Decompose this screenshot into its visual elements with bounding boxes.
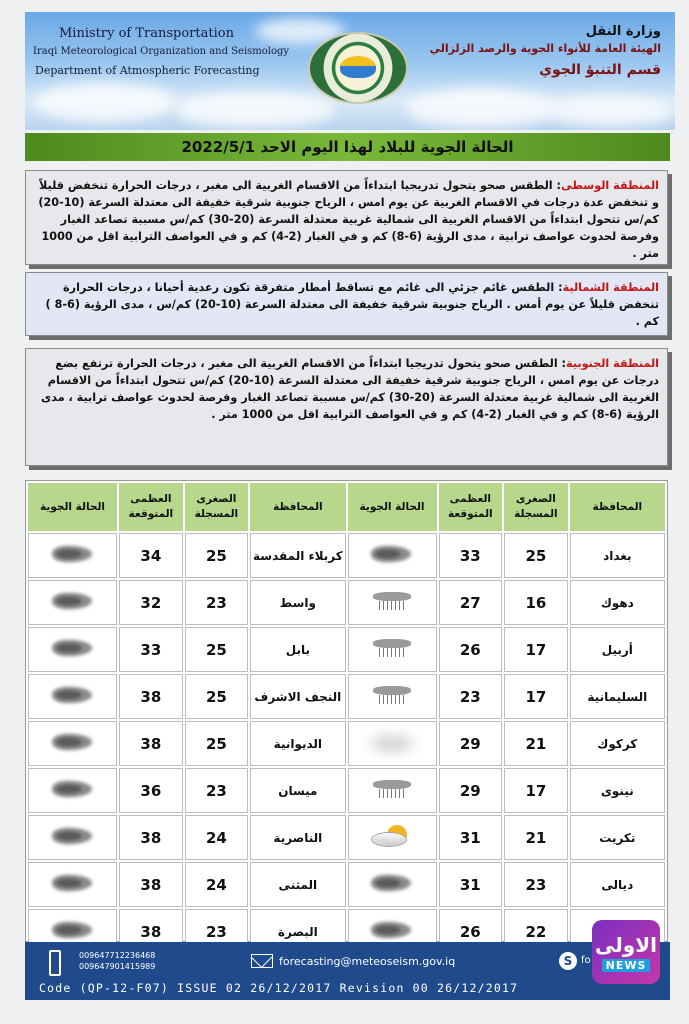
province-name: تكريت <box>570 815 665 860</box>
province-name: دهوك <box>570 580 665 625</box>
table-row <box>28 674 665 719</box>
table-row <box>28 580 665 625</box>
province-name: الناصرية <box>250 815 345 860</box>
region-text: : الطقس صحو يتحول تدريجيا ابتداءاً من الاقسام الغربية الى مغبر ، درجات الحرارة ترتفع بضع درجات عن يوم امس ، الرياح جنوبية شرقية خفيفة الى معتدلة السرعة (10-20) كم/س تتحول ابتداءاً من الاقسام الغربية الى شمالية غربية معتدلة السرعة (20-30) كم/س مسببة تصاعد الغبار وفرصة لحدوث عواصف ترابية ، مدى الرؤية (6-8) كم و في الغبار (2-4) كم و في العواصف الترابية اقل من 1000 متر . <box>41 357 659 421</box>
province-name: المثنى <box>250 862 345 907</box>
min-temp: 23 <box>185 768 249 813</box>
document-code: Code (QP-12-F07) ISSUE 02 26/12/2017 Revision 00 26/12/2017 <box>39 981 519 995</box>
cloud-icon <box>369 731 415 753</box>
province-name: بغداد <box>570 533 665 578</box>
max-temp: 38 <box>119 674 183 719</box>
min-temp: 24 <box>185 815 249 860</box>
organization-logo <box>310 34 406 102</box>
min-temp: 21 <box>504 721 568 766</box>
region-name: المنطقة الجنوبية <box>566 357 659 370</box>
header-max: العظمى المتوقعة <box>439 483 503 531</box>
table-row <box>28 627 665 672</box>
region-text: : الطقس صحو يتحول تدريجيا ابتداءاً من الاقسام الغربية الى مغبر ، درجات الحرارة تنخفض قليلاً و تنخفض عدة درجات في الاقسام الغربية عن يوم امس ، الرياح جنوبية شرقية خفيفة الى معتدلة السرعة (10-20) كم/س تتحول ابتداءاً من الاقسام الغربية الى شمالية غربية معتدلة السرعة (20-30) كم/س مسببة تصاعد الغبار وفرصة لحدوث عواصف ترابية ، مدى الرؤية (6-8) كم و في الغبار (2-4) كم و في العواصف الترابية اقل من 1000 متر . <box>38 179 659 260</box>
max-temp: 26 <box>439 627 503 672</box>
dust-icon <box>50 590 96 612</box>
region-name: المنطقة الشمالية <box>562 281 659 294</box>
province-name: بابل <box>250 627 345 672</box>
footer-bar <box>25 942 670 1000</box>
header-weather: الحالة الجوية <box>348 483 437 531</box>
skype-icon: S <box>559 952 577 970</box>
news-watermark-logo <box>592 920 660 984</box>
dust-icon <box>369 919 415 941</box>
max-temp: 34 <box>119 533 183 578</box>
max-temp: 33 <box>119 627 183 672</box>
min-temp: 25 <box>185 533 249 578</box>
min-temp: 24 <box>185 862 249 907</box>
min-temp: 25 <box>185 674 249 719</box>
min-temp: 25 <box>185 627 249 672</box>
rain-cloud-icon <box>369 637 415 659</box>
watermark-ar: الاولى <box>595 932 657 957</box>
province-name: ميسان <box>250 768 345 813</box>
weather-cell <box>28 674 117 719</box>
weather-cell <box>348 533 437 578</box>
dust-icon <box>50 872 96 894</box>
dust-icon <box>369 543 415 565</box>
mail-icon <box>251 954 273 968</box>
header-max: العظمى المتوقعة <box>119 483 183 531</box>
max-temp: 31 <box>439 862 503 907</box>
weather-cell <box>28 815 117 860</box>
min-temp: 25 <box>504 533 568 578</box>
max-temp: 33 <box>439 533 503 578</box>
weather-cell <box>348 815 437 860</box>
province-name: كربلاء المقدسة <box>250 533 345 578</box>
watermark-en: NEWS <box>602 959 651 972</box>
dust-icon <box>50 637 96 659</box>
max-temp: 31 <box>439 815 503 860</box>
province-name: ديالى <box>570 862 665 907</box>
weather-cell <box>348 627 437 672</box>
table-row <box>28 721 665 766</box>
ministry-en: Ministry of Transportation <box>59 26 234 41</box>
ministry-ar: وزارة النقل <box>585 24 661 39</box>
max-temp: 32 <box>119 580 183 625</box>
header-min: الصغرى المسجلة <box>185 483 249 531</box>
weather-cell <box>28 627 117 672</box>
weather-cell <box>348 674 437 719</box>
region-central <box>25 170 668 265</box>
province-name: الديوانية <box>250 721 345 766</box>
min-temp: 17 <box>504 768 568 813</box>
max-temp: 38 <box>119 815 183 860</box>
region-name: المنطقة الوسطى <box>561 179 659 192</box>
weather-cell <box>28 862 117 907</box>
rain-cloud-icon <box>369 778 415 800</box>
min-temp: 25 <box>185 721 249 766</box>
table-row <box>28 815 665 860</box>
dust-icon <box>50 919 96 941</box>
dust-icon <box>50 825 96 847</box>
max-temp: 36 <box>119 768 183 813</box>
header-weather: الحالة الجوية <box>28 483 117 531</box>
header-min: الصغرى المسجلة <box>504 483 568 531</box>
header-banner <box>25 12 675 130</box>
province-name: النجف الاشرف <box>250 674 345 719</box>
weather-cell <box>348 768 437 813</box>
table-row <box>28 533 665 578</box>
max-temp: 29 <box>439 768 503 813</box>
email-address[interactable]: forecasting@meteoseism.gov.iq <box>279 955 456 968</box>
phone-number: 009647712236468 <box>79 951 156 960</box>
weather-cell <box>28 533 117 578</box>
weather-cell <box>28 580 117 625</box>
temperature-table <box>25 480 668 942</box>
department-ar: قسم التنبؤ الجوي <box>539 62 661 78</box>
phone-icon <box>49 950 61 976</box>
min-temp: 16 <box>504 580 568 625</box>
weather-cell <box>348 580 437 625</box>
min-temp: 22 <box>504 909 568 954</box>
max-temp: 38 <box>119 862 183 907</box>
min-temp: 21 <box>504 815 568 860</box>
max-temp: 27 <box>439 580 503 625</box>
weather-cell <box>28 721 117 766</box>
organization-ar: الهيئة العامة للأنواء الجوية والرصد الزلزالي <box>429 42 661 55</box>
department-en: Department of Atmospheric Forecasting <box>35 64 260 77</box>
table-row <box>28 768 665 813</box>
min-temp: 17 <box>504 627 568 672</box>
province-name: واسط <box>250 580 345 625</box>
weather-cell <box>28 768 117 813</box>
region-north <box>25 272 668 336</box>
phone-numbers <box>79 950 155 972</box>
min-temp: 23 <box>185 580 249 625</box>
dust-icon <box>50 778 96 800</box>
province-name: كركوك <box>570 721 665 766</box>
region-text: : الطقس غائم جزئي الى غائم مع تساقط أمطار متفرقة تكون رعدية أحيانا ، درجات الحرارة تنخفض قليلاً عن يوم أمس . الرياح جنوبية شرقية خفيفة الى معتدلة السرعة (10-20) كم/س ، مدى الرؤية (6-8 ) كم . <box>45 281 659 328</box>
max-temp: 29 <box>439 721 503 766</box>
max-temp: 23 <box>439 674 503 719</box>
header-province: المحافظة <box>250 483 345 531</box>
organization-en: Iraqi Meteorological Organization and Seismology <box>33 46 290 57</box>
dust-icon <box>369 872 415 894</box>
max-temp: 38 <box>119 909 183 954</box>
header-province: المحافظة <box>570 483 665 531</box>
skype-handle: fo <box>581 955 591 966</box>
min-temp: 23 <box>185 909 249 954</box>
max-temp: 38 <box>119 721 183 766</box>
table-row <box>28 862 665 907</box>
rain-cloud-icon <box>369 590 415 612</box>
weather-cell <box>348 862 437 907</box>
page-title: الحالة الجوية للبلاد لهذا اليوم الاحد 2022/5/1 <box>181 138 514 156</box>
dust-icon <box>50 684 96 706</box>
province-name: نينوى <box>570 768 665 813</box>
title-bar <box>25 133 670 161</box>
min-temp: 23 <box>504 862 568 907</box>
region-south <box>25 348 668 466</box>
phone-number: 009647901415989 <box>79 962 156 971</box>
max-temp: 26 <box>439 909 503 954</box>
rain-cloud-icon <box>369 684 415 706</box>
dust-icon <box>50 731 96 753</box>
dust-icon <box>50 543 96 565</box>
weather-cell <box>348 721 437 766</box>
province-name: البصرة <box>250 909 345 954</box>
min-temp: 17 <box>504 674 568 719</box>
province-name: أربيل <box>570 627 665 672</box>
province-name: السليمانية <box>570 674 665 719</box>
partly-cloudy-icon <box>369 825 415 847</box>
